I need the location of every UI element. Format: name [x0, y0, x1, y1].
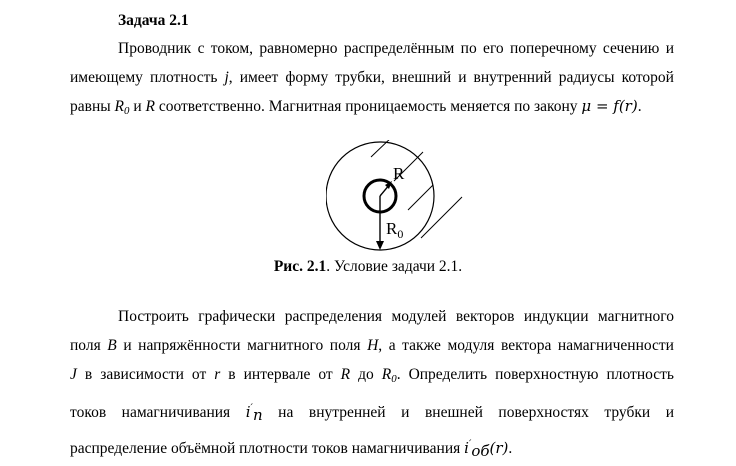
label-R: R [393, 164, 405, 183]
hatch-line-4 [421, 197, 462, 238]
var-j: j [224, 69, 229, 86]
task-line-4: токов намагничивания $i'_п$ на внутренней и внешней поверхностях трубки и [70, 402, 674, 424]
var-H: H [367, 337, 379, 354]
task-line-5: распределение объёмной плотности токов намагничивания $i'_{об}(r)$. [70, 438, 513, 460]
task-statement [70, 302, 674, 466]
symbol-i-volume: $i'_{об}(r)$ [464, 438, 509, 460]
var-R: R [340, 366, 351, 383]
problem-title: Задача 2.1 [118, 12, 189, 29]
tube-figure [326, 140, 466, 252]
var-r: r [214, 366, 221, 383]
task-line-2: поля B и напряжённости магнитного поля H, а также модуля вектора намагниченности [70, 337, 674, 354]
statement-line-3: равны $R_0$ и R соответственно. Магнитная проницаемость меняется по закону μ = f(r). [70, 97, 642, 117]
var-R0: $R_0$ [114, 98, 130, 117]
label-R0: $R_0$ [386, 219, 404, 241]
var-R: R [145, 98, 155, 115]
var-B: B [107, 337, 117, 354]
task-line-1: Построить графически распределения модулей векторов индукции магнитного [118, 308, 674, 325]
hatch-line-3 [408, 185, 433, 210]
var-J: J [70, 366, 77, 383]
problem-statement [70, 34, 674, 126]
tube-cross-section-diagram [326, 140, 466, 252]
figure-caption: Рис. 2.1. Условие задачи 2.1. [273, 258, 463, 275]
var-R0: $R_0$ [381, 366, 397, 385]
symbol-i-surface: $i'_п$ [245, 402, 263, 424]
task-line-3: J в зависимости от r в интервале от R до $R_0$. Определить поверхностную плотность [70, 366, 674, 385]
statement-line-2: имеющему плотность j, имеет форму трубки, внешний и внутренний радиусы которой [70, 69, 674, 86]
radius-R0-arrowhead [376, 241, 384, 250]
formula-mu: μ = f(r) [581, 97, 638, 115]
statement-line-1: Проводник с током, равномерно распределённым по его поперечному сечению и [118, 40, 674, 57]
